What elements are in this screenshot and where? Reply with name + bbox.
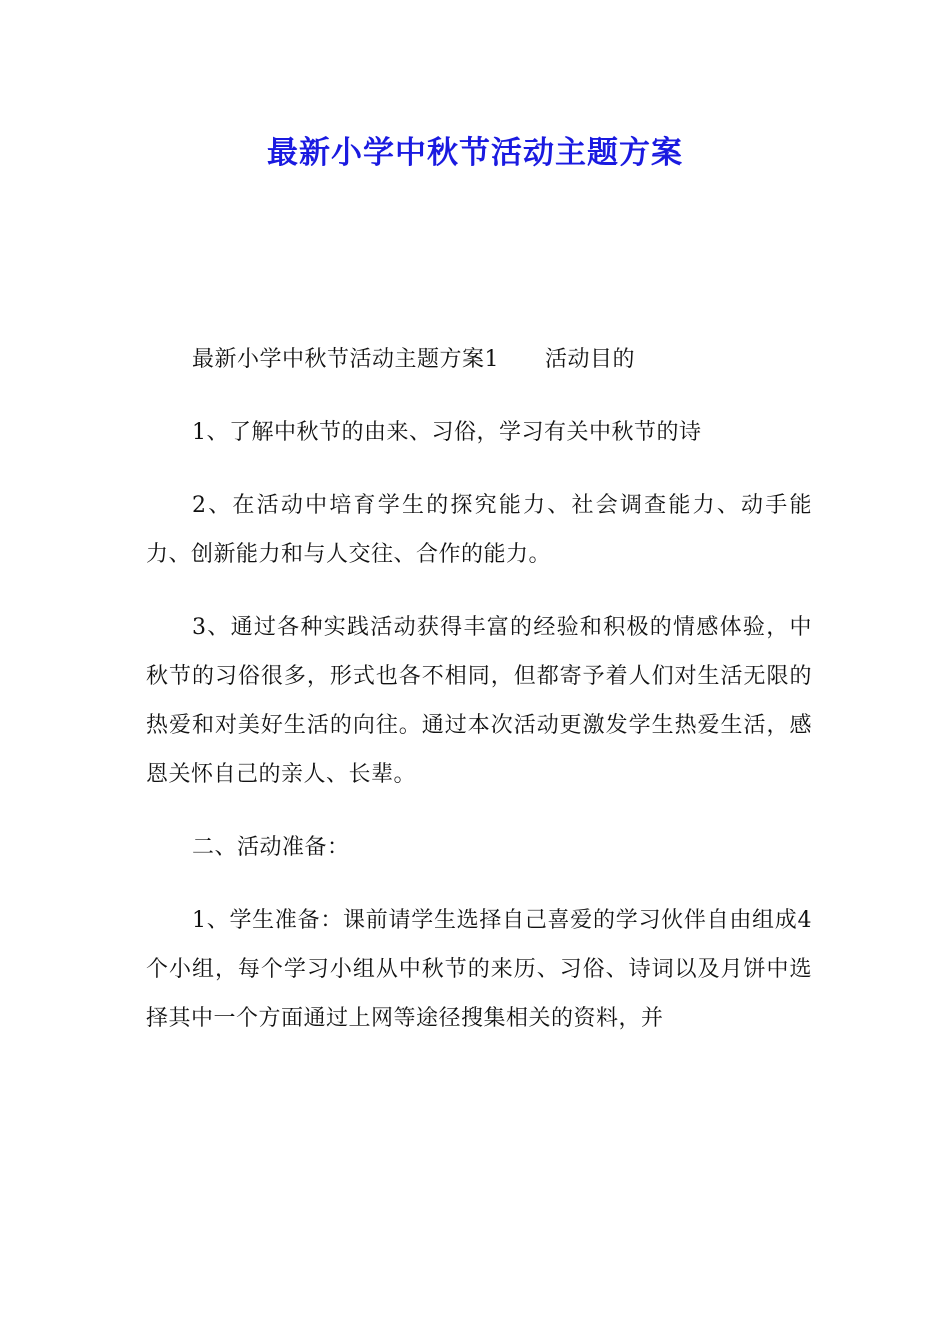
- paragraph-1: 1、了解中秋节的由来、习俗，学习有关中秋节的诗: [192, 420, 702, 445]
- paragraph-heading: [146, 335, 812, 384]
- document-body: [146, 335, 812, 1067]
- section-heading: 最新小学中秋节活动主题方案1: [192, 347, 499, 372]
- paragraph-4: 二、活动准备：: [192, 835, 350, 860]
- activity-purpose-label: 活动目的: [545, 347, 636, 372]
- document-title: 最新小学中秋节活动主题方案: [267, 135, 683, 171]
- paragraph-2: 2、在活动中培育学生的探究能力、社会调查能力、动手能力、创新能力和与人交往、合作的能力。: [146, 493, 812, 567]
- paragraph-5: 1、学生准备：课前请学生选择自己喜爱的学习伙伴自由组成4个小组，每个学习小组从中秋节的来历、习俗、诗词以及月饼中选择其中一个方面通过上网等途径搜集相关的资料，并: [146, 908, 812, 1031]
- paragraph-3: 3、通过各种实践活动获得丰富的经验和积极的情感体验，中秋节的习俗很多，形式也各不相同，但都寄予着人们对生活无限的热爱和对美好生活的向往。通过本次活动更激发学生热爱生活，感恩关怀自己的亲人、长辈。: [146, 615, 812, 787]
